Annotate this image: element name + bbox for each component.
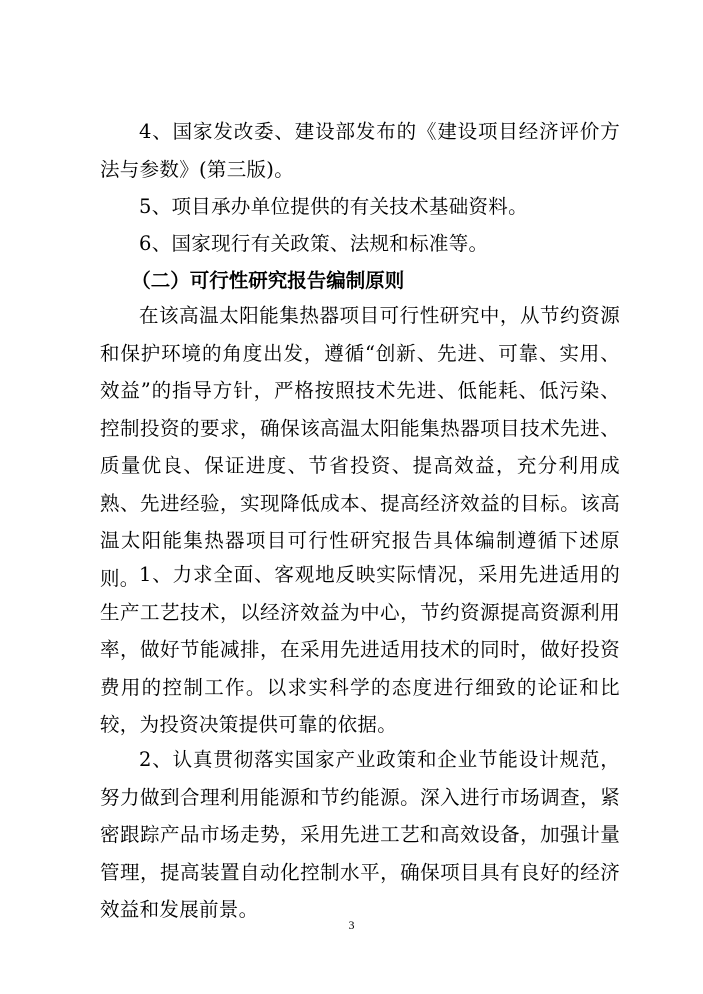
section-heading: （二）可行性研究报告编制原则 [131,269,405,292]
page-number: 3 [348,918,355,932]
list-item-basis-4: 4、国家发改委、建设部发布的《建设项目经济评价方法与参数》(第三版)。 [100,120,620,181]
intro-paragraph: 在该高温太阳能集热器项目可行性研究中，从节约资源和保护环境的角度出发，遵循“创新、先进、可靠、实用、效益”的指导方针，严格按照技术先进、低能耗、低污染、控制投资的要求，确保该高温太阳能集热器项目技术先进、质量优良、保证进度、节省投资、提高效益，充分利用成熟、先进经验，实现降低成本、提高经济效益的目标。该高温太阳能集热器项目可行性研究报告具体编制遵循下述原则。 [100,304,620,590]
principle-paragraph-1: 1、力求全面、客观地反映实际情况，采用先进适用的生产工艺技术，以经济效益为中心，节约资源提高资源利用率，做好节能减排，在采用先进适用技术的同时，做好投资费用的控制工作。以求实科学的态度进行细致的论证和比较，为投资决策提供可靠的依据。 [100,563,620,736]
principle-paragraph-2: 2、认真贯彻落实国家产业政策和企业节能设计规范，努力做到合理利用能源和节约能源。深入进行市场调查，紧密跟踪产品市场走势，采用先进工艺和高效设备，加强计量管理，提高装置自动化控制水平，确保项目具有良好的经济效益和发展前景。 [100,748,620,921]
list-item-basis-5: 5、项目承办单位提供的有关技术基础资料。 [139,195,528,218]
list-item-basis-6: 6、国家现行有关政策、法规和标准等。 [139,232,489,255]
